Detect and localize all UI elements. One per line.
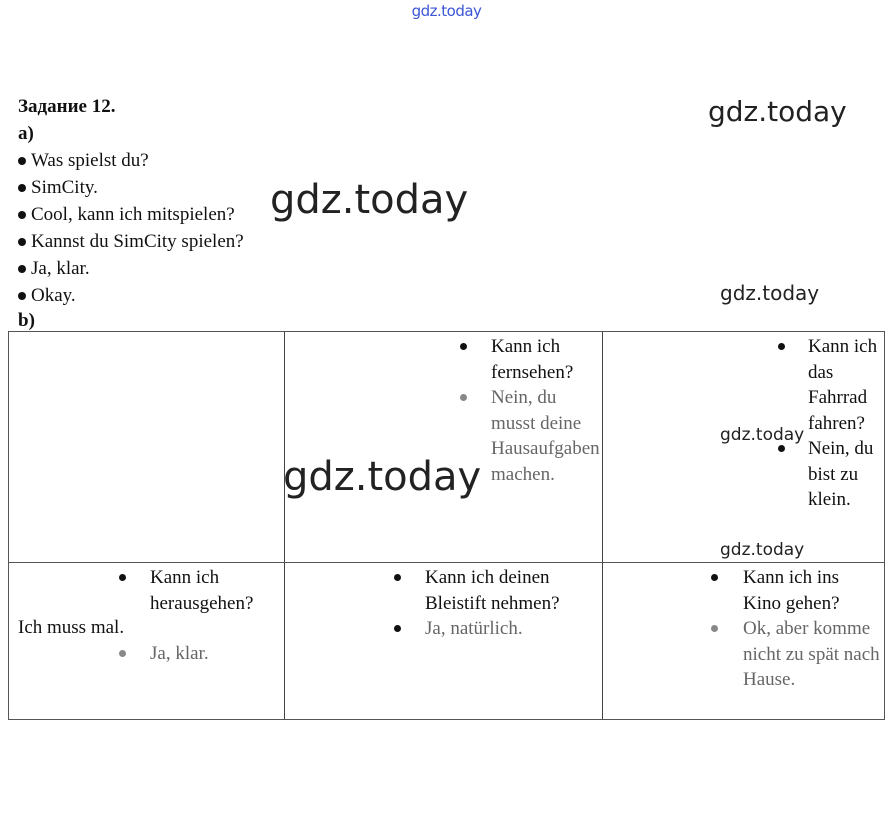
dialogue-line: Ja, natürlich. <box>425 616 597 642</box>
bullet-icon <box>394 574 401 581</box>
table-cell-r1c2 <box>491 334 600 487</box>
bullet-icon <box>460 394 467 401</box>
watermark: gdz.today <box>708 95 847 128</box>
table-divider <box>9 562 884 563</box>
table-cell-r2c1 <box>150 565 280 667</box>
dialogue-line: Nein, du musst deine Hausaufgaben machen. <box>491 385 596 487</box>
bullet-icon <box>18 157 26 165</box>
watermark: gdz.today <box>270 177 469 223</box>
watermark: gdz.today <box>283 454 482 500</box>
watermark: gdz.today <box>720 281 820 305</box>
table-divider <box>284 332 285 719</box>
table-cell-r2c3 <box>743 565 881 693</box>
dialogue-line: Kann ich deinen Bleistift nehmen? <box>425 565 597 616</box>
bullet-icon <box>119 650 126 657</box>
bullet-icon <box>711 625 718 632</box>
dialogue-line: Kannst du SimCity spielen? <box>18 228 244 255</box>
bullet-icon <box>18 238 26 246</box>
table-cell-r2c1-text: Ich muss mal. <box>18 617 125 638</box>
dialogue-line: Kann ich fernsehen? <box>491 334 596 385</box>
task-heading: Задание 12. <box>18 96 116 117</box>
dialogue-line: Kann ich das Fahrrad fahren? <box>808 334 878 436</box>
bullet-icon <box>119 574 126 581</box>
bullet-icon <box>18 184 26 192</box>
dialogue-line: Nein, du bist zu klein. <box>808 436 878 513</box>
watermark: gdz.today <box>720 540 805 560</box>
bullet-icon <box>18 211 26 219</box>
table-cell-r1c3 <box>808 334 878 513</box>
dialogue-line: Kann ich herausgehen? <box>150 565 280 616</box>
bullet-icon <box>394 625 401 632</box>
dialogue-line: Ja, klar. <box>18 255 244 282</box>
dialogue-line: SimCity. <box>18 174 244 201</box>
part-a-label: a) <box>18 123 34 144</box>
dialogue-line: Ja, klar. <box>150 641 280 667</box>
dialogue-list <box>18 147 244 309</box>
watermark-top: gdz.today <box>411 2 482 20</box>
dialogue-line: Kann ich ins Kino gehen? <box>743 565 881 616</box>
dialogue-line: Was spielst du? <box>18 147 244 174</box>
bullet-icon <box>778 343 785 350</box>
bullet-icon <box>711 574 718 581</box>
dialogue-line: Cool, kann ich mitspielen? <box>18 201 244 228</box>
dialogue-line: Okay. <box>18 282 244 309</box>
bullet-icon <box>778 445 785 452</box>
bullet-icon <box>460 343 467 350</box>
dialogue-line: Ok, aber komme nicht zu spät nach Hause. <box>743 616 881 693</box>
table-divider <box>602 332 603 719</box>
bullet-icon <box>18 292 26 300</box>
table-cell-r2c2 <box>425 565 597 642</box>
part-b-label: b) <box>18 310 35 331</box>
watermark: gdz.today <box>720 425 805 445</box>
bullet-icon <box>18 265 26 273</box>
